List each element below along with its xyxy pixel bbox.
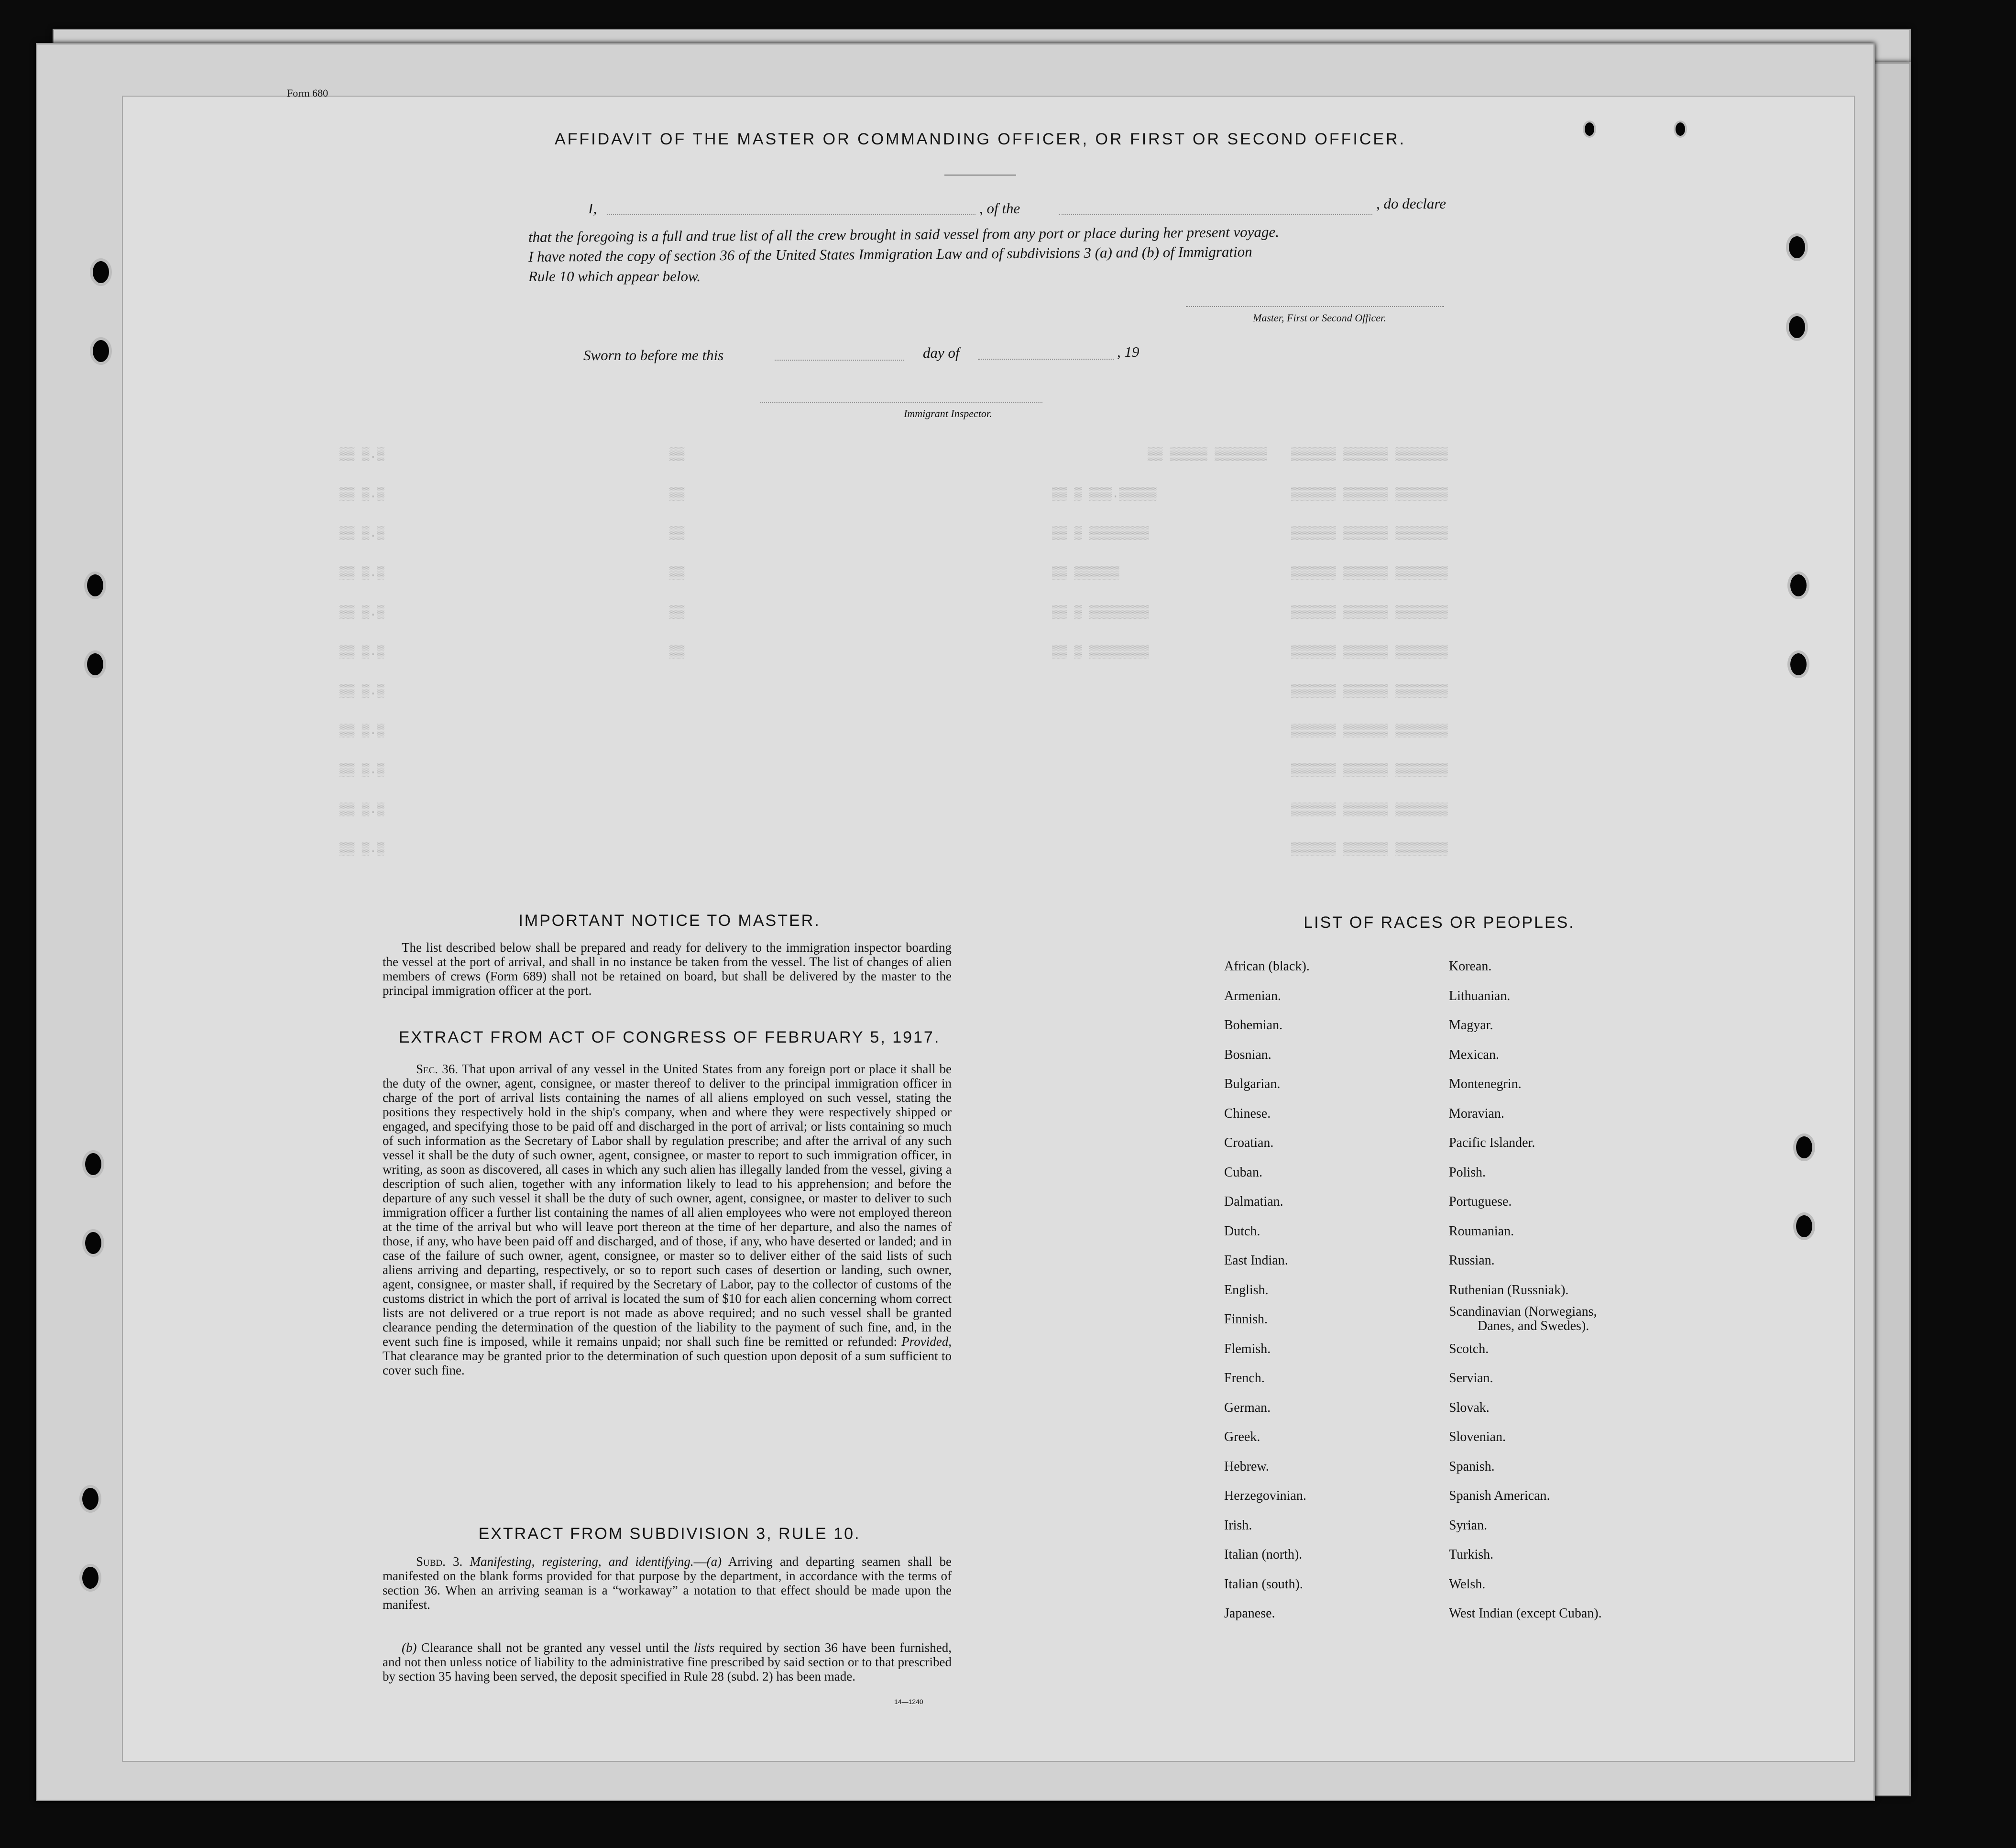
bleed-through-text: ▒▒▒▒▒▒ ▒▒▒▒▒▒ ▒▒▒▒▒▒▒ (1291, 447, 1448, 462)
bleed-through-text: ▒▒▒▒▒▒ ▒▒▒▒▒▒ ▒▒▒▒▒▒▒ (1291, 803, 1448, 817)
binder-hole (82, 1229, 104, 1257)
bleed-through-text: ▒▒ ▒.▒ (340, 724, 384, 738)
act-extract-title: EXTRACT FROM ACT OF CONGRESS OF FEBRUARY 5, 1917. (398, 1028, 941, 1046)
bleed-through-text: ▒▒▒▒▒▒ ▒▒▒▒▒▒ ▒▒▒▒▒▒▒ (1291, 763, 1448, 777)
rule-text-a: Arriving and departing seamen shall be manifested on the blank forms provided for that purpose by the department, in accordance with the terms of section 36. When an arriving seaman is a “workaway” a notation to that effect should be made upon the manifest. (383, 1554, 952, 1612)
bleed-through-text: ▒▒▒▒▒▒ ▒▒▒▒▒▒ ▒▒▒▒▒▒▒ (1291, 605, 1448, 619)
race-item: Roumanian. (1449, 1223, 1514, 1239)
b-label: (b) (402, 1640, 417, 1655)
bleed-through-text: ▒▒ ▒ ▒▒▒.▒▒▒▒▒ (1052, 487, 1157, 501)
bleed-through-text: ▒▒▒▒▒▒ ▒▒▒▒▒▒ ▒▒▒▒▒▒▒ (1291, 724, 1448, 738)
bleed-through-text: ▒▒ ▒.▒ (340, 447, 384, 462)
races-column-1 (1224, 952, 1425, 1628)
race-item: East Indian. (1224, 1253, 1288, 1268)
rule-text-b2: required by section 36 have been furnished, and not then unless notice of liability to the administrative fine prescribed by said section or to that prescribed by section 35 having been served, the deposit specified in Rule 28 (subd. 2) has been made. (383, 1640, 952, 1683)
notice-title: IMPORTANT NOTICE TO MASTER. (518, 912, 821, 930)
race-item: Ruthenian (Russniak). (1449, 1282, 1569, 1298)
bleed-through-text: ▒▒ ▒ ▒▒▒▒▒▒▒▒ (1052, 605, 1149, 619)
i-label: I, (588, 200, 597, 217)
sworn-label: Sworn to before me this (583, 347, 724, 363)
race-item: Finnish. (1224, 1312, 1268, 1327)
vessel-blank (1059, 214, 1372, 215)
lists-word: lists (693, 1640, 715, 1655)
binder-hole (79, 1564, 101, 1592)
race-item: Moravian. (1449, 1106, 1504, 1121)
race-item: Hebrew. (1224, 1459, 1269, 1474)
bleed-through-text: ▒▒ ▒.▒ (340, 605, 384, 619)
binder-hole (84, 572, 106, 599)
notice-text: The list described below shall be prepared and ready for delivery to the immigration inspector boarding the vessel at the port of arrival, and shall in no instance be taken from the vessel. The list of changes of alien members of crews (Form 689) shall not be retained on board, but shall be delivered by the master to the principal immigration officer at the port. (383, 940, 952, 998)
binder-hole (1787, 572, 1809, 599)
form-number: Form 680 (287, 87, 329, 99)
race-item: Slovenian. (1449, 1430, 1506, 1444)
race-item: Scotch. (1449, 1341, 1489, 1356)
rule-extract-title: EXTRACT FROM SUBDIVISION 3, RULE 10. (478, 1525, 861, 1543)
race-item: Lithuanian. (1449, 988, 1511, 1003)
binder-hole (82, 1150, 104, 1178)
sworn-month-blank (978, 359, 1114, 360)
a-label: (a) (706, 1554, 722, 1569)
declaration-line: that the foregoing is a full and true list of all the crew brought in said vessel from any port or place during her present voyage. (528, 223, 1280, 245)
of-the-label: , of the (979, 200, 1020, 217)
race-item: Irish. (1224, 1518, 1252, 1533)
bleed-through-text: ▒▒ (669, 645, 685, 659)
binder-hole (1786, 233, 1808, 261)
master-signature-label: Master, First or Second Officer. (1253, 312, 1386, 324)
bleed-through-text: ▒▒▒▒▒▒ ▒▒▒▒▒▒ ▒▒▒▒▒▒▒ (1291, 526, 1448, 540)
bleed-through-text: ▒▒ (669, 605, 685, 619)
race-item: Slovak. (1449, 1400, 1490, 1415)
bleed-through-text: ▒▒ ▒▒▒▒▒▒ (1052, 566, 1119, 580)
bleed-through-text: ▒▒ ▒.▒ (340, 526, 384, 540)
binder-hole (1793, 1212, 1815, 1240)
inspector-label: Immigrant Inspector. (904, 407, 992, 419)
race-item: Japanese. (1224, 1606, 1275, 1621)
race-item: Syrian. (1449, 1518, 1488, 1533)
binder-hole (1786, 313, 1808, 341)
race-item: Portuguese. (1449, 1194, 1512, 1209)
binder-hole (84, 650, 106, 678)
race-item: African (black). (1224, 959, 1310, 974)
race-item: Italian (north). (1224, 1547, 1303, 1562)
bleed-through-text: ▒▒ ▒ ▒▒▒▒▒▒▒▒ (1052, 645, 1149, 659)
race-item: Montenegrin. (1449, 1077, 1522, 1091)
binder-hole (1583, 121, 1596, 138)
race-item: Servian. (1449, 1371, 1493, 1386)
sworn-day-blank (775, 360, 904, 361)
race-item: Pacific Islander. (1449, 1135, 1535, 1150)
name-blank (607, 214, 975, 215)
race-item: Spanish American. (1449, 1488, 1550, 1503)
race-item: Croatian. (1224, 1135, 1274, 1150)
bleed-through-text: ▒▒ (669, 447, 685, 462)
print-code: 14—1240 (894, 1698, 923, 1705)
race-item: German. (1224, 1400, 1271, 1415)
race-item: Armenian. (1224, 988, 1281, 1003)
race-item: Russian. (1449, 1253, 1495, 1268)
provided-label: Provided, (901, 1334, 952, 1349)
race-item: Polish. (1449, 1165, 1486, 1180)
affidavit-title: AFFIDAVIT OF THE MASTER OR COMMANDING OFFICER, OR FIRST OR SECOND OFFICER. (554, 130, 1406, 148)
bleed-through-text: ▒▒ (669, 566, 685, 580)
declaration-line: I have noted the copy of section 36 of the United States Immigration Law and of subdivisions 3 (a) and (b) of Immigration (528, 243, 1252, 265)
race-item: Greek. (1224, 1430, 1260, 1444)
race-item: Magyar. (1449, 1018, 1493, 1033)
race-item: Scandinavian (Norwegians, Danes, and Swedes). (1449, 1305, 1698, 1334)
race-item: Korean. (1449, 959, 1492, 974)
act-body-end: That clearance may be granted prior to the determination of such question upon deposit of a sum sufficient to cover such fine. (383, 1349, 952, 1377)
bleed-through-text: ▒▒ ▒.▒ (340, 487, 384, 501)
rule-text-b1: Clearance shall not be granted any vessel until the (421, 1640, 690, 1655)
bleed-through-text: ▒▒ ▒.▒ (340, 842, 384, 856)
bleed-through-text: ▒▒▒▒▒▒ ▒▒▒▒▒▒ ▒▒▒▒▒▒▒ (1291, 645, 1448, 659)
declaration-line: Rule 10 which appear below. (528, 268, 701, 285)
binder-hole (1674, 121, 1687, 138)
race-item-continuation: Danes, and Swedes). (1478, 1319, 1589, 1333)
race-item: Welsh. (1449, 1576, 1486, 1592)
bleed-through-text: ▒▒ ▒.▒ (340, 645, 384, 659)
binder-hole (90, 337, 112, 365)
races-title: LIST OF RACES OR PEOPLES. (1304, 913, 1575, 932)
race-item: Bohemian. (1224, 1018, 1283, 1033)
binder-hole (90, 258, 112, 286)
subd-label: Subd. 3. (416, 1554, 463, 1569)
race-item: Bulgarian. (1224, 1077, 1281, 1091)
race-item: Flemish. (1224, 1341, 1271, 1356)
bleed-through-text: ▒▒▒▒▒▒ ▒▒▒▒▒▒ ▒▒▒▒▒▒▒ (1291, 842, 1448, 856)
binder-hole (1787, 650, 1809, 678)
binder-hole (1793, 1133, 1815, 1161)
subd-heading: Manifesting, registering, and identifying. (470, 1554, 694, 1569)
sec-label: Sec. 36. (416, 1062, 458, 1076)
rule-extract-b (383, 1640, 952, 1683)
race-item: Spanish. (1449, 1459, 1495, 1474)
race-item: Italian (south). (1224, 1576, 1303, 1592)
race-item: Herzegovinian. (1224, 1488, 1306, 1503)
race-item: Chinese. (1224, 1106, 1271, 1121)
bleed-through-text: ▒▒▒▒▒▒ ▒▒▒▒▒▒ ▒▒▒▒▒▒▒ (1291, 566, 1448, 580)
do-declare-label: , do declare (1376, 195, 1446, 212)
bleed-through-text: ▒▒ ▒.▒ (340, 566, 384, 580)
bleed-through-text: ▒▒ ▒.▒ (340, 763, 384, 777)
bleed-through-text: ▒▒▒▒▒▒ ▒▒▒▒▒▒ ▒▒▒▒▒▒▒ (1291, 684, 1448, 698)
bleed-through-text: ▒▒ ▒.▒ (340, 684, 384, 698)
act-extract-text (383, 1062, 952, 1377)
race-item: Bosnian. (1224, 1047, 1271, 1062)
race-item: English. (1224, 1282, 1269, 1298)
bleed-through-text: ▒▒ ▒▒▒▒▒ ▒▒▒▒▒▒▒ (1148, 447, 1267, 462)
bleed-through-text: ▒▒ (669, 487, 685, 501)
day-of-label: day of (923, 344, 960, 361)
race-item: Dalmatian. (1224, 1194, 1283, 1209)
divider (944, 175, 1016, 176)
inspector-signature-blank (760, 402, 1042, 403)
bleed-through-text: ▒▒▒▒▒▒ ▒▒▒▒▒▒ ▒▒▒▒▒▒▒ (1291, 487, 1448, 501)
bleed-through-text: ▒▒ ▒.▒ (340, 803, 384, 817)
rule-extract-a: Subd. 3. Manifesting, registering, and identifying.—(a) Arriving and departing seamen shall be manifested on the blank forms provided for that purpose by the department, in accordance with the terms of section 36. When an arriving seaman is a “workaway” a notation to that effect should be made upon the manifest. (383, 1554, 952, 1612)
race-item: Turkish. (1449, 1547, 1494, 1562)
race-item: Dutch. (1224, 1223, 1260, 1239)
master-signature-blank (1186, 306, 1444, 307)
races-column-2 (1449, 952, 1698, 1628)
binder-hole (79, 1485, 101, 1513)
bleed-through-text: ▒▒ ▒ ▒▒▒▒▒▒▒▒ (1052, 526, 1149, 540)
act-body: That upon arrival of any vessel in the United States from any foreign port or place it shall be the duty of the owner, agent, consignee, or master thereof to deliver to the principal immigration officer in charge of the port of arrival lists containing the names of all aliens employed on such vessel, stating the positions they respectively hold in the ship's company, when and where they were respectively shipped or engaged, and specifying those to be paid off and discharged in the port of arrival; or lists containing so much of such information as the Secretary of Labor shall by regulation prescribe; and after the arrival of any such vessel it shall be the duty of such owner, agent, consignee, or master to report to such immigration officer, in writing, as soon as discovered, all cases in which any such alien has illegally landed from the vessel, giving a description of such alien, together with any information likely to lead to his apprehension; and before the departure of any such vessel it shall be the duty of such owner, agent, consignee, or master to deliver to such immigration officer a further list containing the names of all alien employees who were not employed thereon at the time of the arrival but who will leave port thereon at the time of her departure, and also the names of those, if any, who have been paid off and discharged, and of those, if any, who have deserted or landed; and in case of the failure of such owner, agent, consignee, or master so to deliver either of the said lists of such aliens arriving and departing, respectively, or so to report such cases of desertion or landing, such owner, agent, consignee, or master shall, if required by the Secretary of Labor, pay to the collector of customs of the customs district in which the port of arrival is located the sum of $10 for each alien concerning whom correct lists are not delivered or a true report is not made as above required; and no such vessel shall be granted clearance pending the determination of the question of the liability to the payment of such fine, and, in the event such fine is imposed, while it remains unpaid; nor shall such fine be remitted or refunded: (383, 1062, 952, 1349)
race-item: Mexican. (1449, 1047, 1499, 1062)
race-item: West Indian (except Cuban). (1449, 1606, 1602, 1621)
year-label: , 19 (1117, 343, 1139, 360)
bleed-through-text: ▒▒ (669, 526, 685, 540)
race-item: French. (1224, 1371, 1265, 1386)
race-item: Cuban. (1224, 1165, 1263, 1180)
